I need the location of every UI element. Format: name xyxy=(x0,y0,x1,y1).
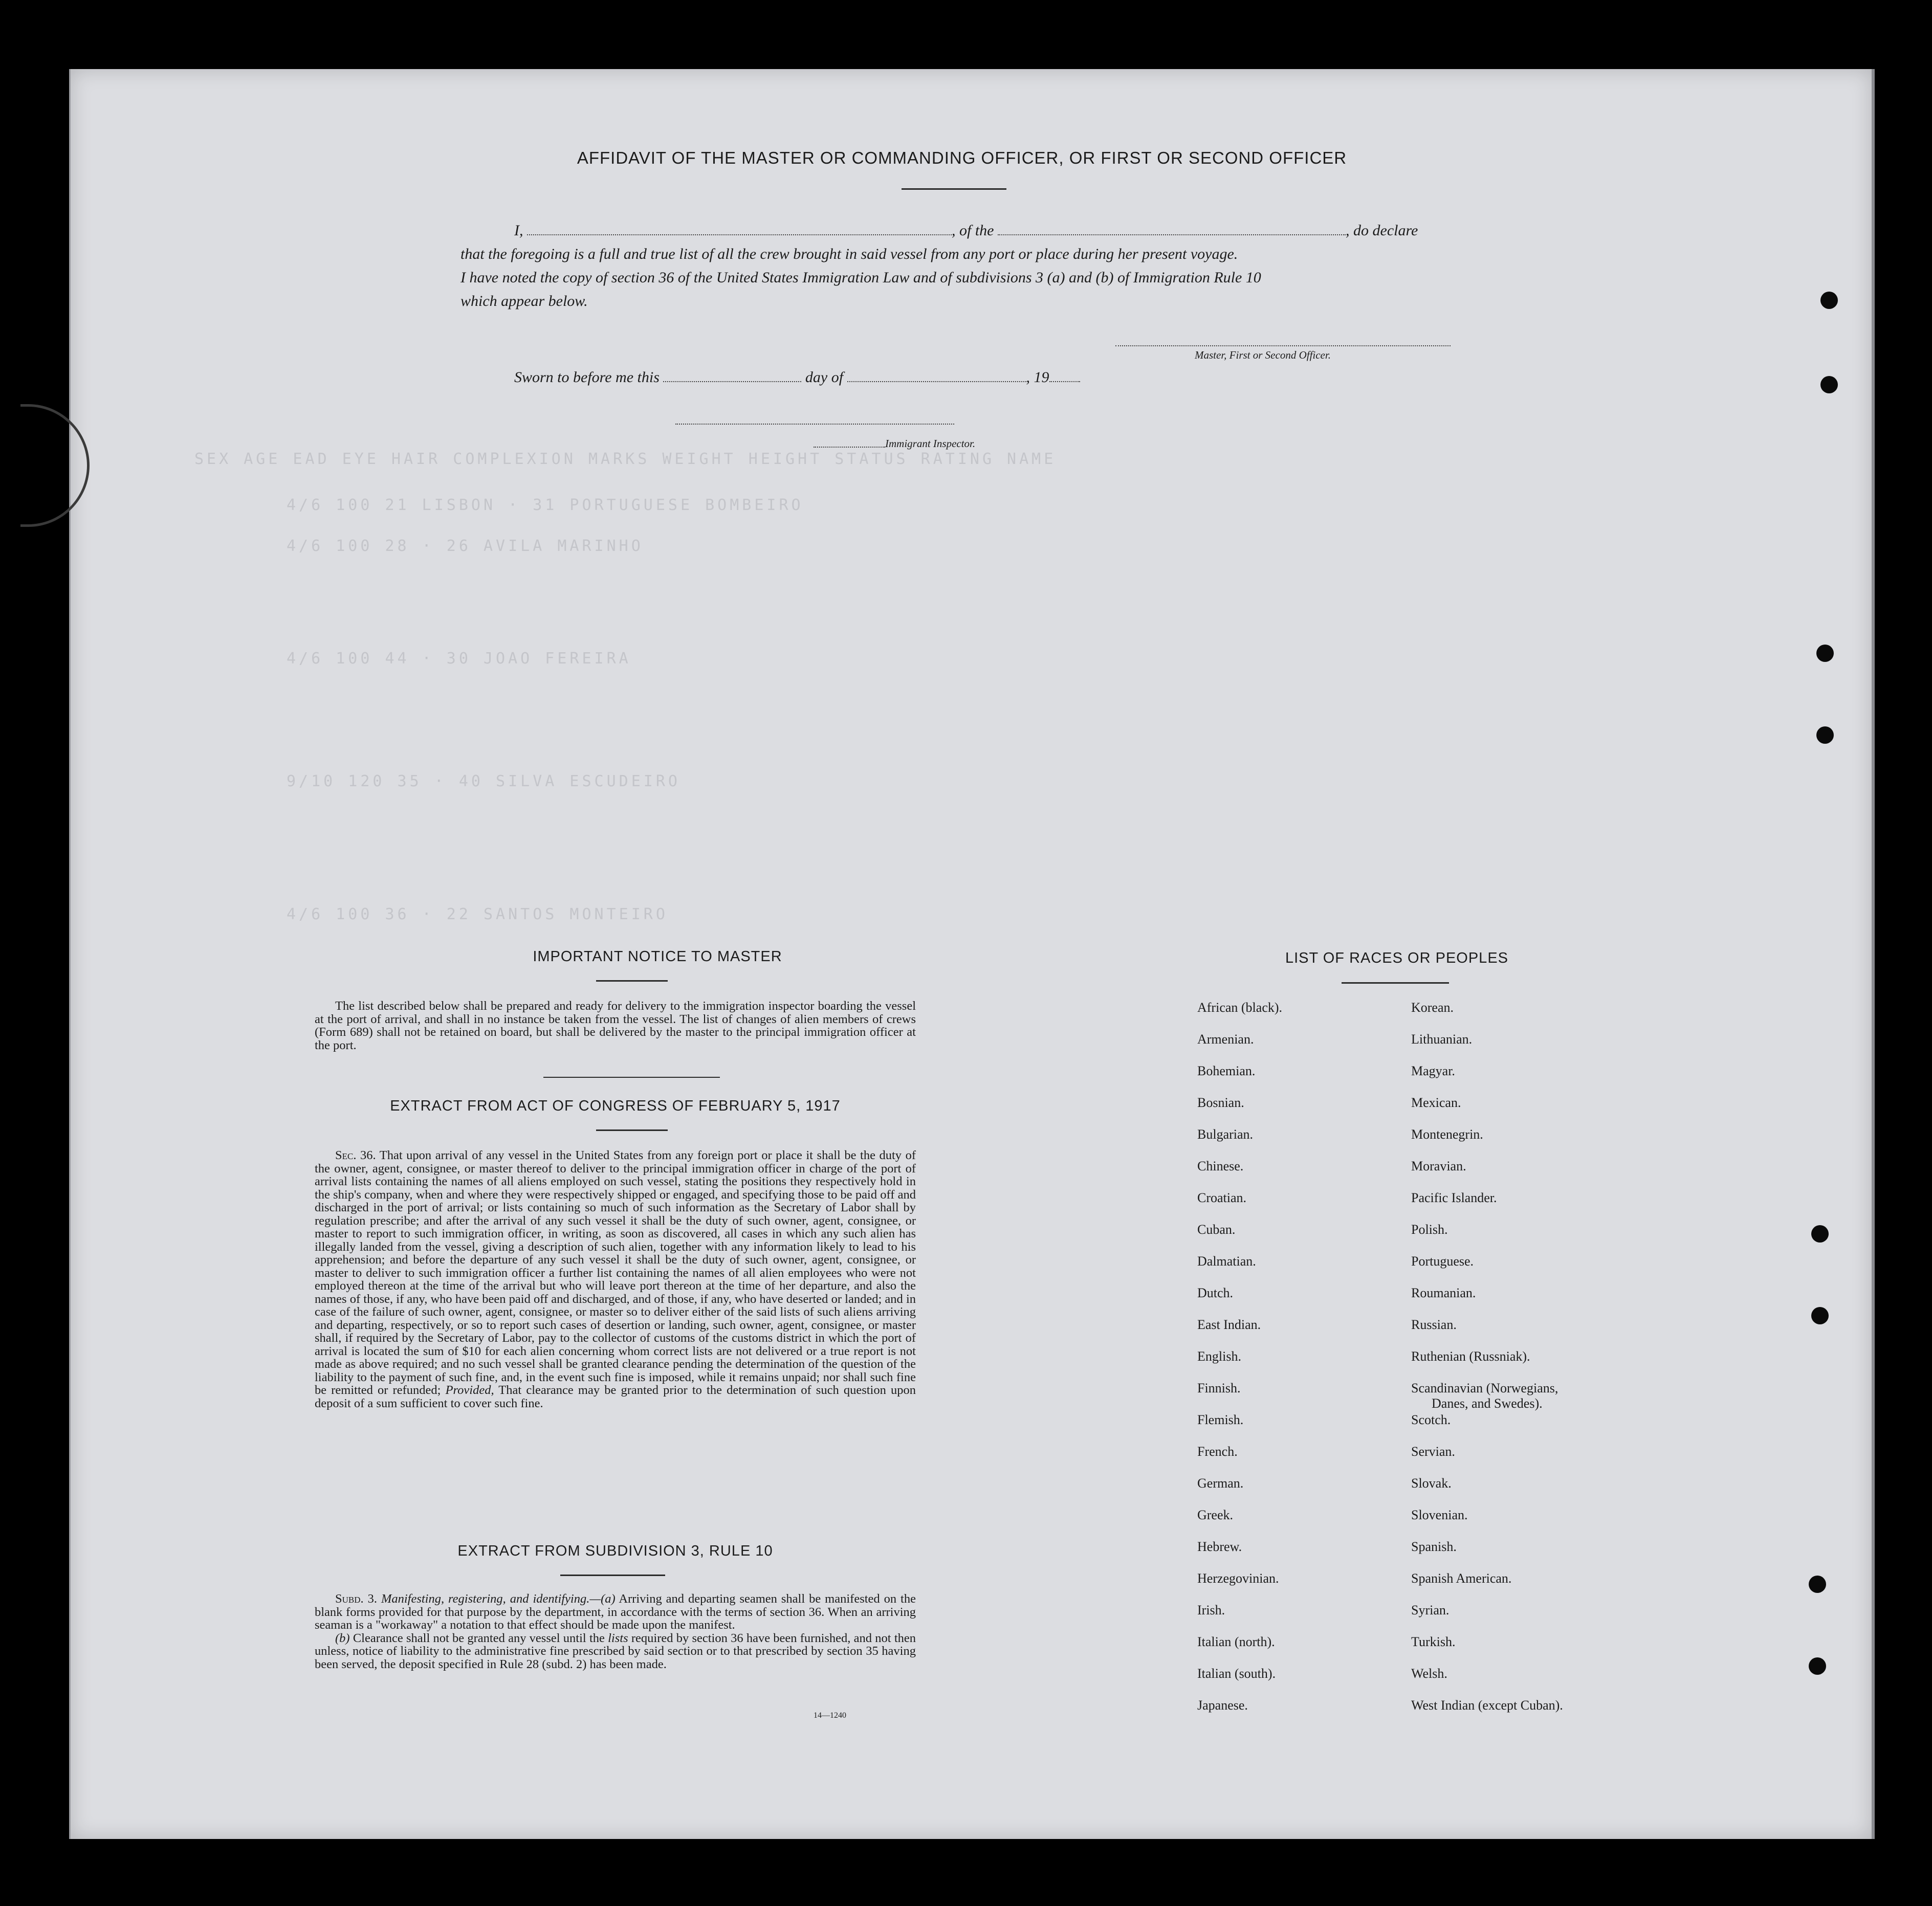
race-item: Bohemian. xyxy=(1197,1063,1256,1078)
form-number: 14—1240 xyxy=(814,1711,846,1720)
race-item: Welsh. xyxy=(1411,1666,1447,1681)
race-item: Bosnian. xyxy=(1197,1095,1244,1110)
rule-text xyxy=(315,1592,916,1671)
rule-b-text-2: required by section 36 have been furnished, and not then unless, notice of liability to the administrative fine prescribed by said section or to that prescribed by section 35 having been served, the deposit specified in Rule 28 (subd. 2) has been made. xyxy=(315,1631,916,1671)
race-item: Dutch. xyxy=(1197,1286,1234,1300)
race-item: Italian (south). xyxy=(1197,1666,1276,1681)
vessel-blank[interactable] xyxy=(998,222,1346,235)
race-item: Ruthenian (Russniak). xyxy=(1411,1349,1530,1364)
race-item: Irish. xyxy=(1197,1603,1225,1617)
race-item: Chinese. xyxy=(1197,1159,1244,1173)
race-item: Bulgarian. xyxy=(1197,1127,1254,1142)
race-item: African (black). xyxy=(1197,1000,1283,1015)
rule-a xyxy=(315,1592,916,1632)
race-item: Spanish American. xyxy=(1411,1571,1512,1586)
year-blank[interactable] xyxy=(1049,369,1080,382)
race-item: Montenegrin. xyxy=(1411,1127,1483,1142)
race-item: Russian. xyxy=(1411,1317,1457,1332)
sworn-line xyxy=(514,366,1179,389)
race-item: Portuguese. xyxy=(1411,1254,1474,1269)
rule-b-lists: lists xyxy=(608,1631,628,1645)
race-item: Scotch. xyxy=(1411,1412,1451,1427)
notice-text: The list described below shall be prepared and ready for delivery to the immigration inspector boarding the vessel at the port of arrival, and shall in no instance be taken from the vessel. The list of changes of alien members of crews (Form 689) shall not be retained on board, but shall be delivered by the master to the principal immigration officer at the port. xyxy=(315,999,916,1052)
act-title: EXTRACT FROM ACT OF CONGRESS OF FEBRUARY 5, 1917 xyxy=(390,1098,841,1114)
race-item: Croatian. xyxy=(1197,1190,1247,1205)
act-body-end: That clearance may be granted prior to the determination of such question upon deposit of a sum sufficient to cover such fine. xyxy=(315,1383,916,1410)
punch-hole xyxy=(1816,645,1834,662)
master-caption: Master, First or Second Officer. xyxy=(1195,349,1331,361)
race-item: English. xyxy=(1197,1349,1241,1364)
sworn-text: Sworn to before me this xyxy=(514,369,660,386)
act-body: That upon arrival of any vessel in the United States from any foreign port or place it shall be the duty of the owner, agent, consignee, or master thereof to deliver to the principal immigration officer in charge of the port of arrival lists containing the names of all aliens employed on such vessel, stating the positions they respectively hold in the ship's company, when and where they were respectively shipped or engaged, and specifying those to be paid off and discharged in the port of arrival; or lists containing so much of such information as the Secretary of Labor shall by regulation prescribe; and after the arrival of any such vessel it shall be the duty of such owner, agent, consignee, or master to report to such immigration officer, in writing, as soon as discovered, all cases in which any such alien has illegally landed from the vessel, giving a description of such alien, together with any information likely to lead to his apprehension; and before the departure of any such vessel it shall be the duty of such owner, agent, consignee, or master to deliver to such immigration officer a further list containing the names of all alien employees who were not employed thereon at the time of the arrival but who will leave port thereon at the time of her departure, and also the names of those, if any, who have been paid off and discharged, and of those, if any, who have deserted or landed; and in case of the failure of such owner, agent, consignee, or master so to deliver either of the said lists of such aliens arriving and departing, respectively, or so to report such cases of desertion or landing, such owner, agent, consignee, or master shall, if required by the Secretary of Labor, pay to the collector of customs of the customs district in which the port of arrival is located the sum of $10 for each alien concerning whom correct lists are not delivered or a true report is not made as above required; and no such vessel shall be granted clearance pending the determination of the question of the liability to the payment of such fine, and, in the event such fine is imposed, while it remains unpaid; nor shall such fine be remitted or refunded; xyxy=(315,1148,916,1397)
divider xyxy=(902,188,1006,190)
master-signature-line[interactable] xyxy=(1115,345,1451,346)
race-item: East Indian. xyxy=(1197,1317,1261,1332)
race-item: Danes, and Swedes). xyxy=(1432,1396,1543,1411)
rule-b-text-1: Clearance shall not be granted any vessel until the xyxy=(353,1631,605,1645)
race-item: Mexican. xyxy=(1411,1095,1461,1110)
race-item: Moravian. xyxy=(1411,1159,1466,1173)
race-item: Magyar. xyxy=(1411,1063,1455,1078)
affidavit-line-1 xyxy=(460,219,1453,242)
race-item: Hebrew. xyxy=(1197,1539,1242,1554)
race-item: Spanish. xyxy=(1411,1539,1457,1554)
race-item: Roumanian. xyxy=(1411,1286,1476,1300)
bleed-through-row: 4/6 100 28 · 26 AVILA MARINHO xyxy=(287,537,644,555)
divider xyxy=(560,1575,665,1576)
punch-hole xyxy=(1820,292,1838,309)
race-item: Turkish. xyxy=(1411,1634,1456,1649)
inspector-caption: Immigrant Inspector. xyxy=(885,437,976,450)
race-item: West Indian (except Cuban). xyxy=(1411,1698,1563,1713)
divider xyxy=(596,1129,668,1131)
race-item: Finnish. xyxy=(1197,1381,1241,1395)
month-blank[interactable] xyxy=(847,369,1026,382)
race-item: Slovak. xyxy=(1411,1476,1452,1491)
affidavit-declare: , do declare xyxy=(1346,222,1418,239)
act-sec-label: Sec. 36. xyxy=(335,1148,376,1162)
races-title: LIST OF RACES OR PEOPLES xyxy=(1285,950,1509,966)
divider xyxy=(1342,982,1449,984)
race-item: Cuban. xyxy=(1197,1222,1236,1237)
bleed-through-row: 9/10 120 35 · 40 SILVA ESCUDEIRO xyxy=(287,772,680,790)
affidavit-line-2: that the foregoing is a full and true list of all the crew brought in said vessel from any port or place during her present voyage. xyxy=(460,246,1238,262)
punch-hole xyxy=(1809,1576,1826,1593)
race-item: Flemish. xyxy=(1197,1412,1244,1427)
punch-hole xyxy=(1811,1225,1829,1243)
race-item: Italian (north). xyxy=(1197,1634,1275,1649)
race-item: Dalmatian. xyxy=(1197,1254,1256,1269)
notice-title: IMPORTANT NOTICE TO MASTER xyxy=(533,948,782,965)
affidavit-title: AFFIDAVIT OF THE MASTER OR COMMANDING OFFICER, OR FIRST OR SECOND OFFICER xyxy=(577,148,1347,167)
rule-title: EXTRACT FROM SUBDIVISION 3, RULE 10 xyxy=(457,1543,773,1559)
affidavit-line-3: I have noted the copy of section 36 of the United States Immigration Law and of subdivisions 3 (a) and (b) of Immigration Rule 10 xyxy=(460,269,1261,286)
affidavit-i: I, xyxy=(514,222,523,239)
race-item: German. xyxy=(1197,1476,1244,1491)
inspector-signature-line[interactable] xyxy=(675,424,954,425)
race-item: Korean. xyxy=(1411,1000,1454,1015)
rule-subd-label: Subd. 3. xyxy=(335,1592,377,1606)
races-left-column xyxy=(1197,1000,1282,1730)
rule-b xyxy=(315,1632,916,1671)
race-item: Servian. xyxy=(1411,1444,1455,1459)
race-item: Scandinavian (Norwegians, xyxy=(1411,1381,1558,1395)
affidavit-line-4: which appear below. xyxy=(460,293,588,309)
punch-hole xyxy=(1820,376,1838,393)
race-item: French. xyxy=(1197,1444,1238,1459)
race-item: Greek. xyxy=(1197,1508,1234,1522)
race-item: Japanese. xyxy=(1197,1698,1248,1713)
race-item: Polish. xyxy=(1411,1222,1448,1237)
document-sheet xyxy=(69,69,1875,1839)
day-of-text: day of xyxy=(805,369,844,386)
rule-a-text: Arriving and departing seamen shall be manifested on the blank forms provided for that purpose by the department, in accordance with the terms of section 36. When an arriving seaman is a "workaway" a notation to that effect should be made upon the manifest. xyxy=(315,1592,916,1632)
act-provided: Provided, xyxy=(445,1383,494,1397)
race-item: Armenian. xyxy=(1197,1032,1254,1047)
day-blank[interactable] xyxy=(663,369,801,382)
punch-hole xyxy=(1809,1657,1826,1675)
races-right-column xyxy=(1411,1000,1563,1730)
race-item: Lithuanian. xyxy=(1411,1032,1473,1047)
inspector-dotted-lead xyxy=(814,447,885,448)
bleed-through-row: 4/6 100 21 LISBON · 31 PORTUGUESE BOMBEIRO xyxy=(287,496,804,514)
punch-hole xyxy=(1811,1307,1829,1324)
bleed-through-row: SEX AGE EAD EYE HAIR COMPLEXION MARKS WEIGHT HEIGHT STATUS RATING NAME xyxy=(194,450,1057,468)
race-item: Syrian. xyxy=(1411,1603,1450,1617)
race-item: Pacific Islander. xyxy=(1411,1190,1497,1205)
affidavit-of-the: , of the xyxy=(952,222,994,239)
rule-a-heading: Manifesting, registering, and identifying.—(a) xyxy=(381,1592,616,1606)
bleed-through-row: 4/6 100 36 · 22 SANTOS MONTEIRO xyxy=(287,905,668,923)
divider xyxy=(596,980,668,982)
act-text xyxy=(315,1149,916,1410)
bleed-through-row: 4/6 100 44 · 30 JOAO FEREIRA xyxy=(287,650,631,668)
race-item: Slovenian. xyxy=(1411,1508,1468,1522)
divider xyxy=(543,1077,720,1078)
race-item: Herzegovinian. xyxy=(1197,1571,1279,1586)
punch-hole xyxy=(1816,726,1834,744)
year-prefix: , 19 xyxy=(1026,369,1049,386)
rule-b-label: (b) xyxy=(335,1631,350,1645)
name-blank[interactable] xyxy=(527,222,952,235)
